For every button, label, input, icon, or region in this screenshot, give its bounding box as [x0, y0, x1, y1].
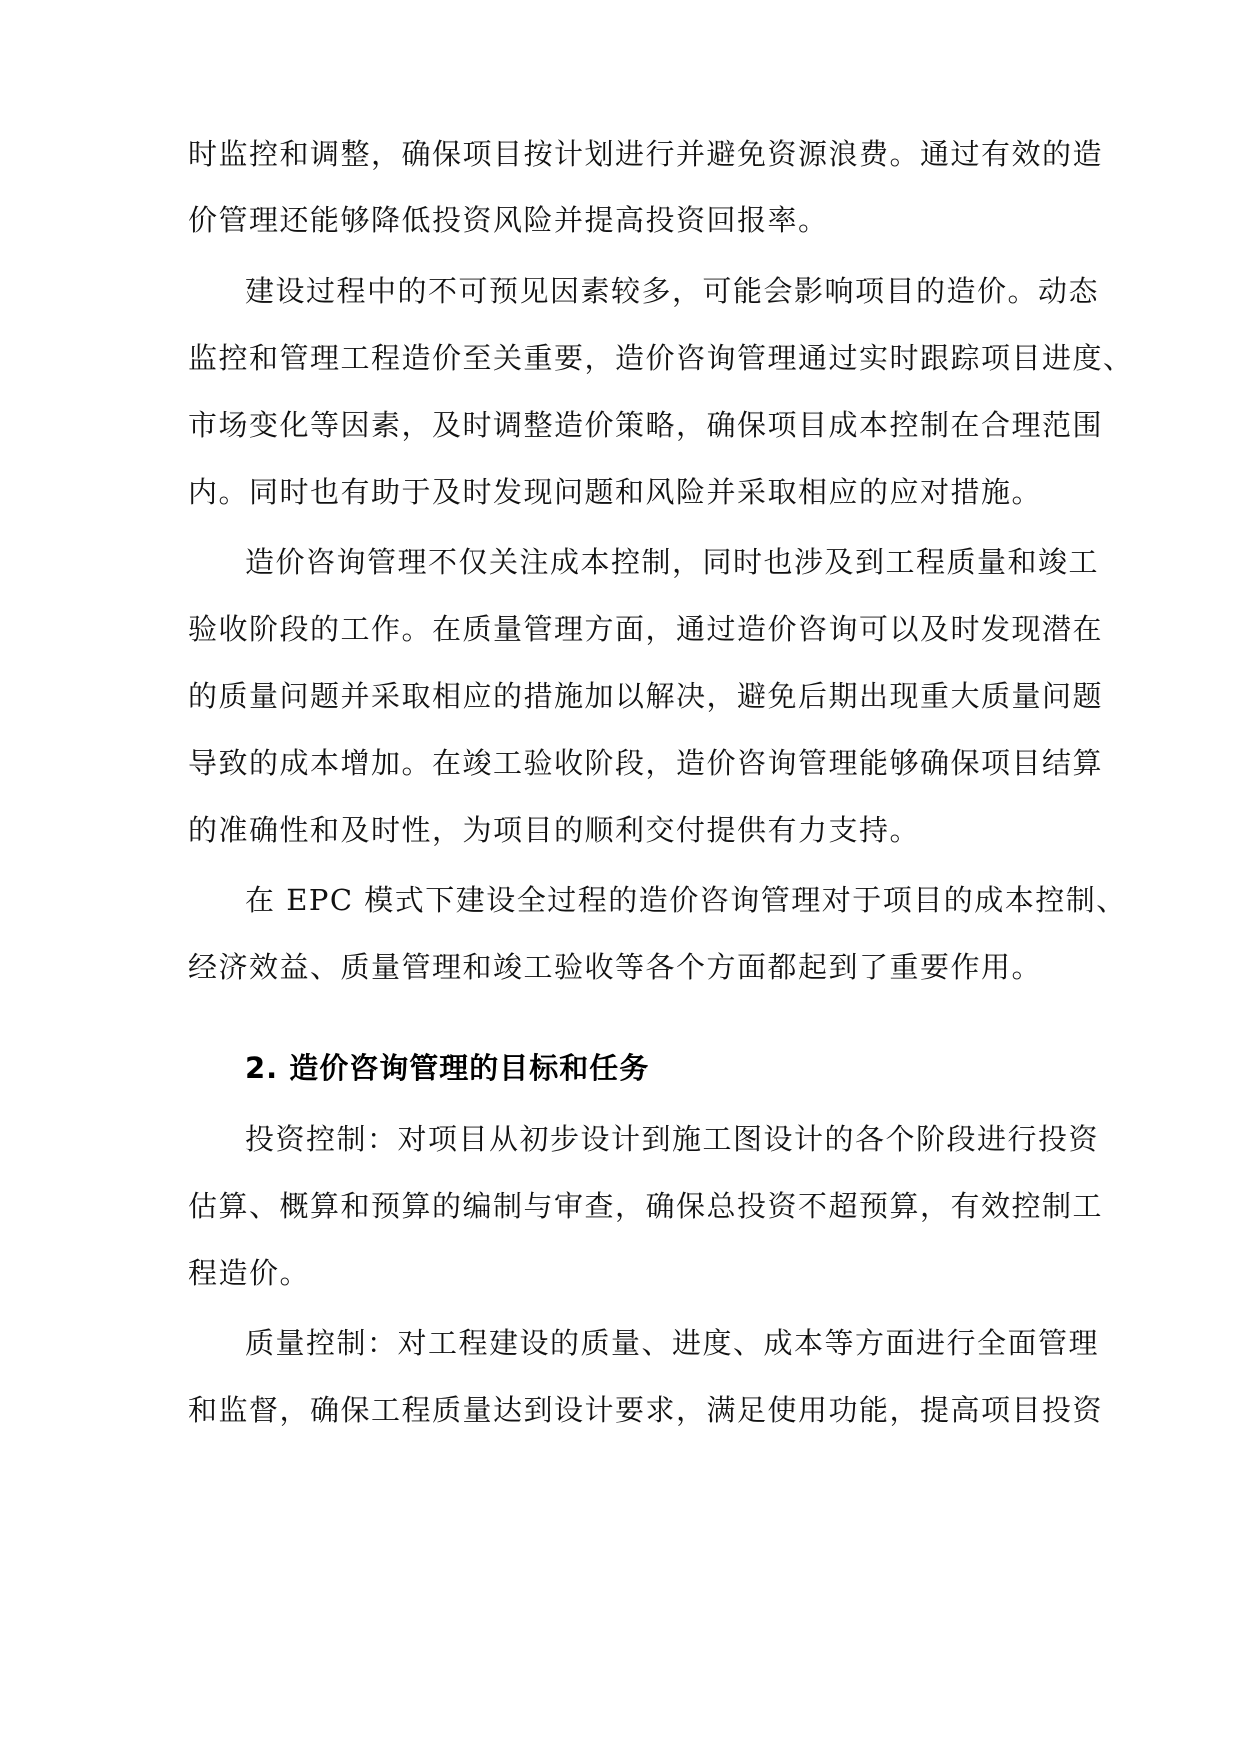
- paragraph-line: 时监控和调整，确保项目按计划进行并避免资源浪费。通过有效的造: [188, 137, 1104, 171]
- paragraph-line: 在 EPC 模式下建设全过程的造价咨询管理对于项目的成本控制、: [245, 883, 1127, 917]
- paragraph-line: 市场变化等因素，及时调整造价策略，确保项目成本控制在合理范围: [188, 408, 1104, 442]
- paragraph-line: 内。同时也有助于及时发现问题和风险并采取相应的应对措施。: [188, 475, 1043, 509]
- paragraph-line: 导致的成本增加。在竣工验收阶段，造价咨询管理能够确保项目结算: [188, 746, 1104, 780]
- paragraph-line: 质量控制：对工程建设的质量、进度、成本等方面进行全面管理: [245, 1326, 1100, 1360]
- paragraph-line: 估算、概算和预算的编制与审查，确保总投资不超预算，有效控制工: [188, 1189, 1104, 1223]
- paragraph-line: 价管理还能够降低投资风险并提高投资回报率。: [188, 203, 829, 237]
- paragraph-line: 和监督，确保工程质量达到设计要求，满足使用功能，提高项目投资: [188, 1393, 1104, 1427]
- paragraph-line: 经济效益、质量管理和竣工验收等各个方面都起到了重要作用。: [188, 950, 1043, 984]
- paragraph-line: 建设过程中的不可预见因素较多，可能会影响项目的造价。动态: [245, 274, 1100, 308]
- paragraph-line: 的准确性和及时性，为项目的顺利交付提供有力支持。: [188, 813, 921, 847]
- paragraph-line: 程造价。: [188, 1256, 311, 1290]
- paragraph-line: 的质量问题并采取相应的措施加以解决，避免后期出现重大质量问题: [188, 679, 1104, 713]
- section-heading: 2. 造价咨询管理的目标和任务: [245, 1051, 650, 1085]
- paragraph-line: 监控和管理工程造价至关重要，造价咨询管理通过实时跟踪项目进度、: [188, 341, 1134, 375]
- paragraph-line: 造价咨询管理不仅关注成本控制，同时也涉及到工程质量和竣工: [245, 545, 1100, 579]
- paragraph-line: 投资控制：对项目从初步设计到施工图设计的各个阶段进行投资: [245, 1122, 1100, 1156]
- paragraph-line: 验收阶段的工作。在质量管理方面，通过造价咨询可以及时发现潜在: [188, 612, 1104, 646]
